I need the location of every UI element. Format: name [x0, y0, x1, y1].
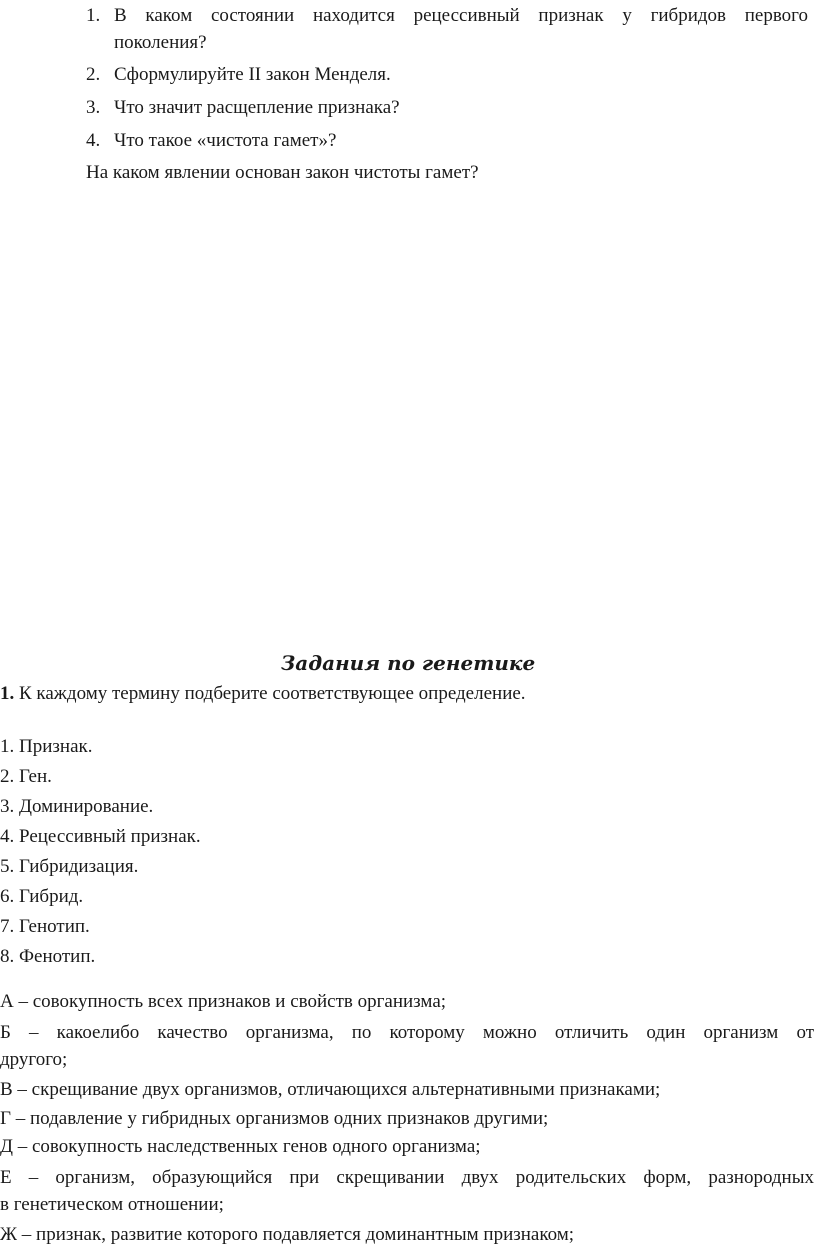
question-item — [86, 95, 400, 121]
question-item — [86, 128, 336, 154]
definition-item: Е – организм, образующийся при скрещивании двух родительских форм, разнородных — [0, 1167, 814, 1188]
term-item: 1. Признак. — [0, 736, 93, 757]
definition-item: Ж – признак, развитие которого подавляется доминантным признаком; — [0, 1224, 575, 1245]
task-text: К каждому термину подберите соответствующее определение. — [14, 683, 526, 704]
question-text: Что такое «чистота гамет»? — [114, 130, 337, 151]
term-item: 5. Гибридизация. — [0, 856, 139, 877]
definition-item: В – скрещивание двух организмов, отличающихся альтернативными признаками; — [0, 1079, 661, 1100]
term-item: 7. Генотип. — [0, 916, 90, 937]
definition-item: Б – какоелибо качество организма, по которому можно отличить один организм от — [0, 1022, 814, 1043]
question-item — [86, 3, 808, 53]
definition-item-continuation: в генетическом отношении; — [0, 1194, 224, 1215]
question-text: Что значит расщепление признака? — [114, 97, 400, 118]
question-text: Сформулируйте II закон Менделя. — [114, 64, 391, 85]
question-item — [86, 62, 391, 88]
definition-item: А – совокупность всех признаков и свойств организма; — [0, 991, 447, 1012]
question-number: 4. — [86, 130, 101, 151]
term-item: 4. Рецессивный признак. — [0, 826, 201, 847]
question-text: В каком состоянии находится рецессивный признак у гибридов первого — [114, 5, 808, 26]
definition-item-continuation: другого; — [0, 1049, 68, 1070]
question-number: 2. — [86, 64, 101, 85]
task-number: 1. — [0, 683, 15, 704]
term-item: 6. Гибрид. — [0, 886, 84, 907]
trailing-question: На каком явлении основан закон чистоты гамет? — [86, 162, 479, 183]
section-title: Задания по генетике — [280, 651, 536, 675]
question-number: 3. — [86, 97, 101, 118]
term-list — [0, 734, 201, 974]
task-instruction — [0, 681, 526, 707]
term-item: 3. Доминирование. — [0, 796, 154, 817]
term-item: 2. Ген. — [0, 766, 52, 787]
term-item: 8. Фенотип. — [0, 946, 96, 967]
question-text-continuation: поколения? — [114, 32, 207, 53]
question-number: 1. — [86, 5, 101, 26]
definition-item: Г – подавление у гибридных организмов одних признаков другими; — [0, 1108, 549, 1129]
definition-item: Д – совокупность наследственных генов одного организма; — [0, 1136, 481, 1157]
